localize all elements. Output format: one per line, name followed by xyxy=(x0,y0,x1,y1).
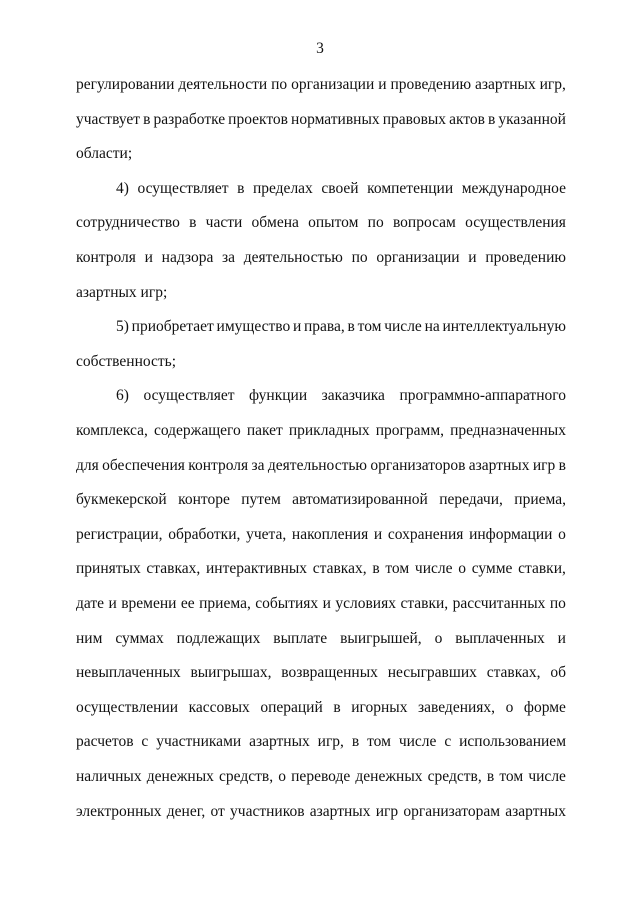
text-line xyxy=(76,525,566,545)
word: по xyxy=(271,76,288,93)
word: дате xyxy=(76,595,105,612)
word: о xyxy=(434,629,443,647)
word: предназначенных xyxy=(450,422,566,439)
word: принятых xyxy=(76,560,141,578)
word: условиях xyxy=(335,595,396,612)
text-line xyxy=(76,767,566,787)
word: пакет xyxy=(246,422,283,439)
word: игр, xyxy=(317,733,344,751)
word: в xyxy=(488,110,496,128)
word: осуществлении xyxy=(76,698,179,716)
word: обмена xyxy=(251,214,299,232)
word: том xyxy=(367,733,391,751)
word: обеспечения xyxy=(102,456,185,474)
word: денег, xyxy=(166,802,206,820)
text-line xyxy=(76,490,566,510)
word: и xyxy=(378,76,387,93)
word: ставках, xyxy=(312,560,367,578)
word: опытом xyxy=(308,214,359,232)
word: несыгравших xyxy=(387,664,477,682)
word: о xyxy=(505,698,514,716)
word: выплаченных xyxy=(455,629,545,647)
word: игр, xyxy=(539,76,566,93)
word: ставках, xyxy=(146,560,201,578)
word: 4) xyxy=(116,179,129,197)
word: том xyxy=(357,318,382,336)
word: актов xyxy=(449,110,485,128)
word: по xyxy=(367,214,384,232)
text-line xyxy=(76,732,566,752)
word: расчетов xyxy=(76,733,134,751)
word: в xyxy=(347,318,355,336)
word: от xyxy=(210,802,225,820)
word: регистрации, xyxy=(76,525,163,543)
word: путем xyxy=(241,491,281,509)
word: электронных xyxy=(76,802,162,820)
word: программно-аппаратного xyxy=(399,387,566,405)
word: разработке xyxy=(153,110,226,128)
word: игр xyxy=(375,802,399,820)
word: приема, xyxy=(199,595,251,612)
word: деятельности xyxy=(178,76,268,93)
word: автоматизированной xyxy=(292,491,428,509)
word: ставках, xyxy=(486,664,541,682)
word: проведению xyxy=(485,249,566,266)
word: средств, xyxy=(219,768,274,785)
word: ставки, xyxy=(518,560,566,578)
word: с xyxy=(444,733,452,751)
word: прикладных xyxy=(288,422,370,439)
word: имущество xyxy=(216,318,291,336)
word: и xyxy=(373,525,383,543)
word: и xyxy=(144,249,153,266)
word: времени xyxy=(121,595,177,612)
word: передачи, xyxy=(439,491,503,509)
word: приема, xyxy=(514,491,566,509)
word: игорных xyxy=(351,698,408,716)
word: учета, xyxy=(246,525,287,543)
word: обработки, xyxy=(168,525,241,543)
word: вопросам xyxy=(392,214,456,232)
word: переводе xyxy=(291,768,351,785)
word: азартных xyxy=(309,802,371,820)
text-line xyxy=(76,248,566,268)
word: выигрышах, xyxy=(190,664,272,682)
word: контроля xyxy=(76,249,136,266)
word: проектов xyxy=(228,110,288,128)
word: суммах xyxy=(115,629,164,647)
word: 5) xyxy=(116,318,129,336)
word: участвует xyxy=(76,110,141,128)
word: указанной xyxy=(498,110,566,128)
word: о xyxy=(458,560,466,578)
word: пределах xyxy=(252,179,313,197)
word: организаторам xyxy=(403,802,501,820)
text-line xyxy=(76,802,566,822)
word: по xyxy=(351,249,368,266)
word: в xyxy=(486,768,495,785)
word: в xyxy=(351,733,360,751)
word: организации xyxy=(376,249,460,266)
word: ним xyxy=(76,629,103,647)
word: части xyxy=(205,214,243,232)
word: регулировании xyxy=(76,76,175,93)
word: права, xyxy=(304,318,345,336)
word: за xyxy=(222,249,236,266)
word: деятельностью xyxy=(267,456,367,474)
word: комплекса, xyxy=(76,422,148,439)
word: по xyxy=(549,595,566,612)
word: операций xyxy=(260,698,323,716)
text-line xyxy=(76,386,566,406)
text-line: азартных игр; xyxy=(76,283,168,301)
word: и xyxy=(108,595,117,612)
word: азартных xyxy=(468,456,530,474)
word: накопления xyxy=(291,525,369,543)
word: ставки, xyxy=(400,595,449,612)
word: в xyxy=(558,456,566,474)
word: сотрудничество xyxy=(76,214,180,232)
word: и xyxy=(557,629,566,647)
word: с xyxy=(141,733,149,751)
word: информации xyxy=(469,525,553,543)
word: сохранения xyxy=(387,525,464,543)
word: кассовых xyxy=(188,698,250,716)
word: наличных xyxy=(76,768,142,785)
word: сумме xyxy=(471,560,513,578)
text-line xyxy=(76,179,566,199)
word: букмекерской xyxy=(76,491,167,509)
word: заведениях, xyxy=(418,698,496,716)
word: организаторов xyxy=(370,456,466,474)
word: международное xyxy=(461,179,566,197)
word: нормативных xyxy=(291,110,380,128)
word: событиях xyxy=(255,595,319,612)
word: и xyxy=(468,249,477,266)
word: участниками xyxy=(156,733,242,751)
word: форме xyxy=(523,698,566,716)
word: в xyxy=(143,110,151,128)
word: функции xyxy=(249,387,308,405)
text-line xyxy=(76,698,566,718)
text-line xyxy=(76,594,566,614)
text-line xyxy=(76,456,566,476)
word: об xyxy=(550,664,566,682)
word: числе xyxy=(528,768,566,785)
word: в xyxy=(372,560,380,578)
word: за xyxy=(251,456,265,474)
text-line xyxy=(76,213,566,233)
word: о xyxy=(558,525,566,543)
word: содержащего xyxy=(153,422,241,439)
word: правовых xyxy=(382,110,447,128)
word: использованием xyxy=(459,733,566,751)
word: числе xyxy=(414,560,453,578)
word: невыплаченных xyxy=(76,664,181,682)
word: возвращенных xyxy=(281,664,378,682)
text-line: области; xyxy=(76,145,133,163)
word: осуществляет xyxy=(137,179,229,197)
text-line: собственность; xyxy=(76,352,177,370)
word: рассчитанных xyxy=(452,595,546,612)
word: заказчика xyxy=(321,387,385,405)
word: деятельностью xyxy=(243,249,343,266)
word: выигрышей, xyxy=(340,629,422,647)
word: в xyxy=(237,179,245,197)
word: интеллектуальную xyxy=(442,318,566,336)
word: интерактивных xyxy=(205,560,308,578)
word: на xyxy=(424,318,440,336)
word: осуществляет xyxy=(143,387,235,405)
word: выплате xyxy=(273,629,328,647)
word: в xyxy=(189,214,197,232)
word: участников xyxy=(230,802,305,820)
word: игр xyxy=(532,456,556,474)
word: проведению xyxy=(390,76,472,93)
page-number: 3 xyxy=(316,40,324,57)
word: приобретает xyxy=(131,318,214,336)
word: и xyxy=(322,595,331,612)
word: денежных xyxy=(355,768,423,785)
word: организации xyxy=(291,76,375,93)
text-line xyxy=(76,559,566,579)
word: конторе xyxy=(178,491,230,509)
word: азартных xyxy=(249,733,310,751)
text-line xyxy=(76,629,566,649)
word: числе xyxy=(398,733,437,751)
word: средств, xyxy=(427,768,482,785)
word: своей xyxy=(321,179,359,197)
word: азартных xyxy=(505,802,566,820)
word: ее xyxy=(180,595,195,612)
word: числе xyxy=(384,318,422,336)
word: азартных xyxy=(475,76,536,93)
word: для xyxy=(76,456,99,474)
text-line xyxy=(76,421,566,441)
word: в xyxy=(333,698,341,716)
text-line xyxy=(76,110,566,130)
text-line xyxy=(76,75,566,95)
word: надзора xyxy=(161,249,214,266)
text-line xyxy=(76,317,566,337)
text-line xyxy=(76,663,566,683)
word: компетенции xyxy=(367,179,454,197)
word: программ, xyxy=(375,422,445,439)
word: том xyxy=(385,560,410,578)
word: о xyxy=(278,768,286,785)
word: том xyxy=(499,768,524,785)
word: и xyxy=(292,318,302,336)
word: подлежащих xyxy=(176,629,261,647)
word: денежных xyxy=(146,768,214,785)
word: осуществления xyxy=(465,214,566,232)
word: 6) xyxy=(116,387,129,405)
word: контроля xyxy=(188,456,249,474)
